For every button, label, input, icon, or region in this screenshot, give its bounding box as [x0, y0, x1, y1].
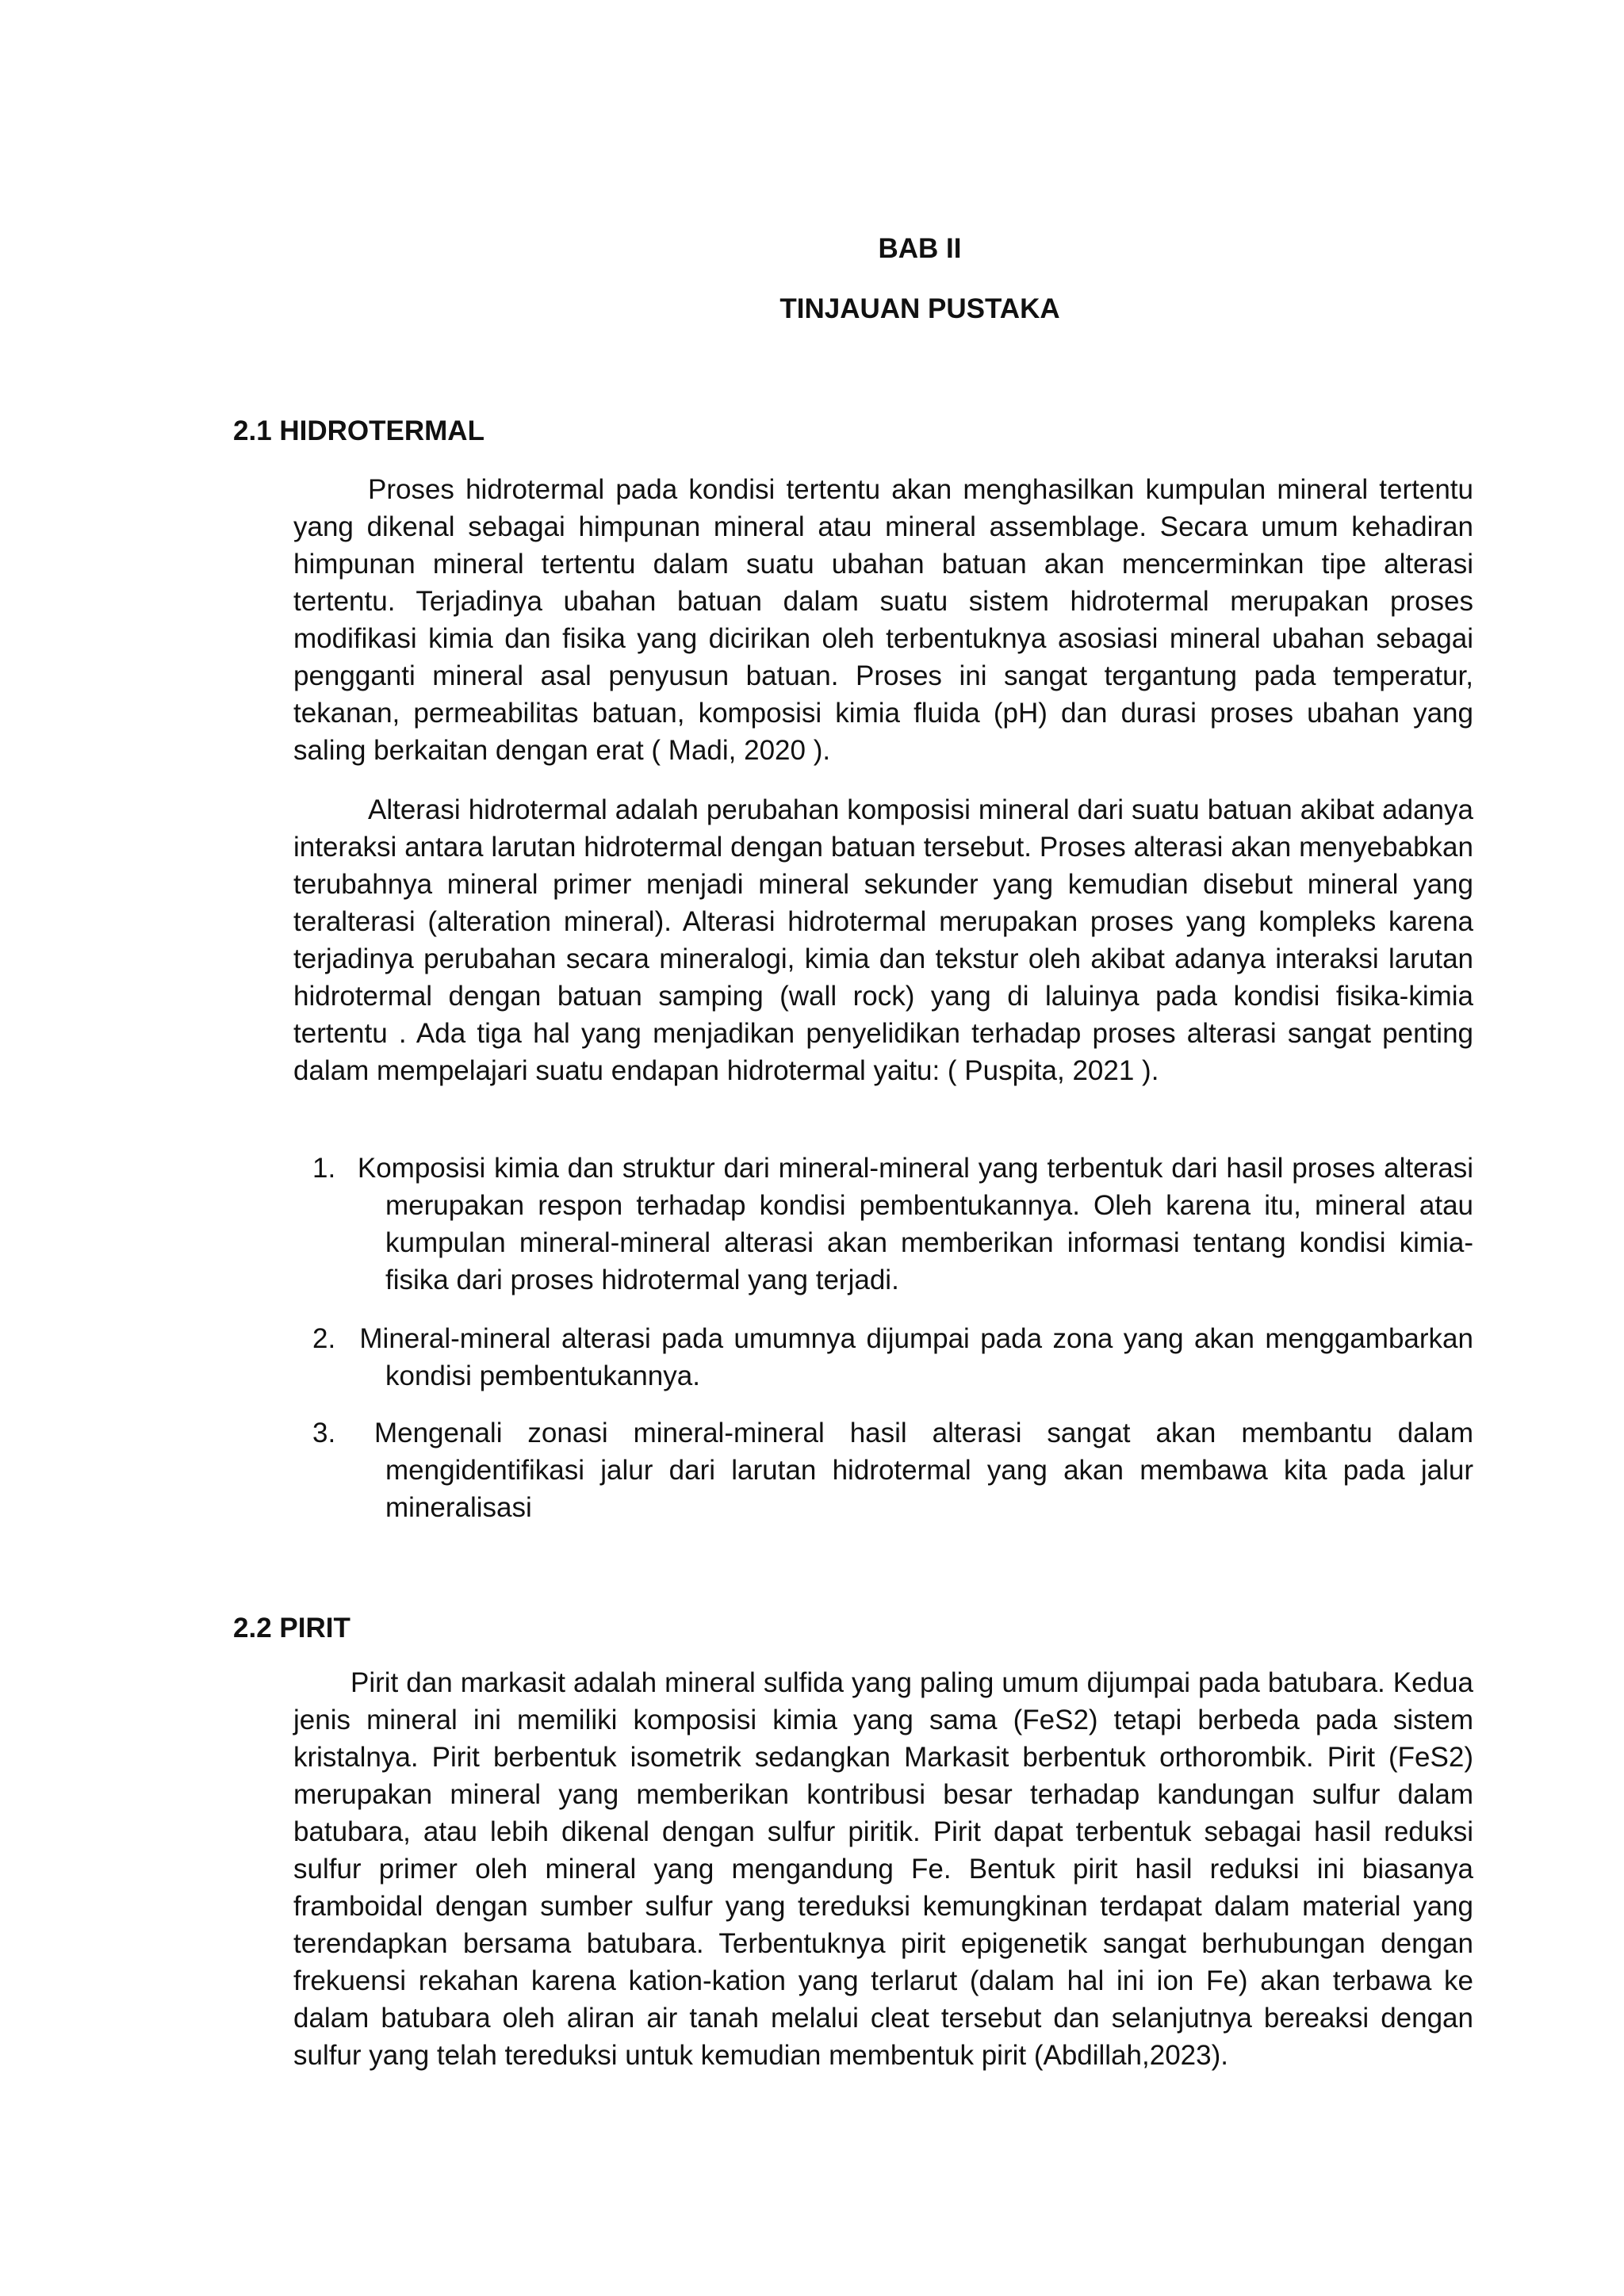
alteration-list [312, 1414, 1473, 1526]
list-item-text: Mengenali zonasi mineral-mineral hasil alterasi sangat akan membantu dalam mengidentifikasi jalur dari larutan hidrotermal yang akan membawa kita pada jalur mineralisasi [373, 1418, 1473, 1523]
paragraph-hidrotermal-2: Alterasi hidrotermal adalah perubahan komposisi mineral dari suatu batuan akibat adanya interaksi antara larutan hidrotermal dengan batuan tersebut. Proses alterasi akan menyebabkan terubahnya mineral primer menjadi mineral sekunder yang kemudian disebut mineral yang teralterasi (alteration mineral). Alterasi hidrotermal merupakan proses yang kompleks karena terjadinya perubahan secara mineralogi, kimia dan tekstur oleh akibat adanya interaksi larutan hidrotermal dengan batuan samping (wall rock) yang di laluinya pada kondisi fisika-kimia tertentu . Ada tiga hal yang menjadikan penyelidikan terhadap proses alterasi sangat penting dalam mempelajari suatu endapan hidrotermal yaitu: ( Puspita, 2021 ). [293, 794, 1473, 1086]
section-heading-hidrotermal: 2.1 HIDROTERMAL [233, 415, 485, 446]
alteration-list [312, 1320, 1473, 1395]
section-heading-pirit: 2.2 PIRIT [233, 1613, 350, 1644]
paragraph-hidrotermal-1: Proses hidrotermal pada kondisi tertentu akan menghasilkan kumpulan mineral tertentu yang dikenal sebagai himpunan mineral atau mineral assemblage. Secara umum kehadiran himpunan mineral tertentu dalam suatu ubahan batuan akan mencerminkan tipe alterasi tertentu. Terjadinya ubahan batuan dalam suatu sistem hidrotermal merupakan proses modifikasi kimia dan fisika yang dicirikan oleh terbentuknya asosiasi mineral ubahan sebagai pengganti mineral asal penyusun batuan. Proses ini sangat tergantung pada temperatur, tekanan, permeabilitas batuan, komposisi kimia fluida (pH) dan durasi proses ubahan yang saling berkaitan dengan erat ( Madi, 2020 ). [293, 474, 1473, 766]
list-item: 1. Komposisi kimia dan struktur dari mineral-mineral yang terbentuk dari hasil proses alterasi merupakan respon terhadap kondisi pembentukannya. Oleh karena itu, mineral atau kumpulan mineral-mineral alterasi akan memberikan informasi tentang kondisi kimia-fisika dari proses hidrotermal yang terjadi. [312, 1153, 1473, 1295]
paragraph-pirit: Pirit dan markasit adalah mineral sulfida yang paling umum dijumpai pada batubara. Kedua jenis mineral ini memiliki komposisi kimia yang sama (FeS2) tetapi berbeda pada sistem kristalnya. Pirit berbentuk isometrik sedangkan Markasit berbentuk orthorombik. Pirit (FeS2) merupakan mineral yang memberikan kontribusi besar terhadap kandungan sulfur dalam batubara, atau lebih dikenal dengan sulfur piritik. Pirit dapat terbentuk sebagai hasil reduksi sulfur primer oleh mineral yang mengandung Fe. Bentuk pirit hasil reduksi ini biasanya framboidal dengan sumber sulfur yang tereduksi kemungkinan terdapat dalam material yang terendapkan bersama batubara. Terbentuknya pirit epigenetik sangat berhubungan dengan frekuensi rekahan karena kation-kation yang terlarut (dalam hal ini ion Fe) akan terbawa ke dalam batubara oleh aliran air tanah melalui cleat tersebut dan selanjutnya bereaksi dengan sulfur yang telah tereduksi untuk kemudian membentuk pirit (Abdillah,2023). [293, 1667, 1473, 2071]
alteration-list [312, 1150, 1473, 1299]
list-item: 3. Mengenali zonasi mineral-mineral hasil alterasi sangat akan membantu dalam mengidentifikasi jalur dari larutan hidrotermal yang akan membawa kita pada jalur mineralisasi [312, 1418, 1473, 1523]
chapter-number: BAB II [878, 233, 962, 264]
chapter-title: TINJAUAN PUSTAKA [779, 293, 1060, 324]
list-item: 2. Mineral-mineral alterasi pada umumnya dijumpai pada zona yang akan menggambarkan kondisi pembentukannya. [312, 1323, 1473, 1391]
list-item-text: Mineral-mineral alterasi pada umumnya dijumpai pada zona yang akan menggambarkan kondisi pembentukannya. [359, 1323, 1473, 1391]
list-item-text: Komposisi kimia dan struktur dari mineral-mineral yang terbentuk dari hasil proses alterasi merupakan respon terhadap kondisi pembentukannya. Oleh karena itu, mineral atau kumpulan mineral-mineral alterasi akan memberikan informasi tentang kondisi kimia-fisika dari proses hidrotermal yang terjadi. [357, 1153, 1473, 1295]
